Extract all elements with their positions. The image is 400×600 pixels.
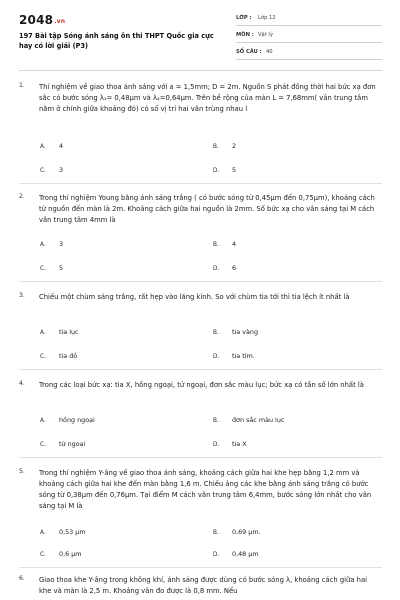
option-a[interactable] — [40, 416, 95, 424]
option-value: tử ngoại — [59, 440, 86, 448]
option-value: 5 — [232, 166, 237, 174]
option-label: A. — [40, 530, 46, 536]
meta-value: Lớp 12 — [258, 15, 276, 21]
option-c[interactable] — [40, 264, 63, 272]
option-value: 0,48 μm — [232, 550, 259, 558]
question-number: 1. — [19, 82, 25, 89]
option-value: tia vàng — [232, 328, 259, 336]
option-label: B. — [213, 530, 219, 536]
question-text: Giao thoa khe Y-âng trong không khí, ánh sáng được dùng có bước sóng λ, khoảng cách giữa hai khe và màn là 2,5 m. Khoảng vân đo được là 0,8 mm. Nếu — [39, 576, 368, 595]
option-label: C. — [40, 168, 46, 174]
document-meta — [236, 12, 382, 63]
option-value: 6 — [232, 264, 237, 272]
site-logo[interactable] — [19, 13, 65, 27]
option-d[interactable] — [213, 352, 255, 360]
question-text: Trong các loại bức xạ: tia X, hồng ngoại, tử ngoại, đơn sắc màu lục; bức xạ có tần số lớn nhất là — [39, 381, 364, 389]
option-a[interactable] — [40, 328, 79, 336]
logo-suffix: .vn — [54, 18, 66, 25]
option-label: A. — [40, 144, 46, 150]
option-b[interactable] — [213, 240, 236, 248]
option-label: A. — [40, 330, 46, 336]
option-value: tia đỏ — [59, 352, 78, 360]
option-value: 4 — [232, 240, 237, 248]
document-header — [0, 0, 400, 68]
option-value: hồng ngoại — [59, 416, 95, 424]
question-number: 3. — [19, 292, 25, 299]
option-value: đơn sắc màu lục — [232, 416, 285, 424]
option-label: C. — [40, 552, 46, 558]
question-text: Trong thí nghiệm Y-âng về giao thoa ánh sáng, khoảng cách giữa hai khe hẹp bằng 1,2 mm và khoảng cách giữa hai khe đến màn bằng 1,6 m. Chiếu ảng các khe bằng ánh sáng trắng có bước sóng từ 0,38μm đến 0,76μm. Tại điểm M cách vân trung tâm 6,4mm, bước sóng lớn nhất cho vân sáng tại M là — [39, 469, 372, 510]
option-a[interactable] — [40, 142, 63, 150]
option-b[interactable] — [213, 328, 258, 336]
question-number: 5. — [19, 468, 25, 475]
meta-key: SỐ CÂU : — [236, 49, 262, 55]
question-text: Chiếu một chùm sáng trắng, rất hẹp vào lăng kính. So với chùm tia tới thì tia lệch ít nhất là — [39, 293, 350, 301]
option-value: 2 — [232, 142, 237, 150]
option-label: C. — [40, 354, 46, 360]
meta-key: LỚP : — [236, 15, 252, 21]
option-d[interactable] — [213, 550, 259, 558]
meta-row-count — [236, 46, 382, 60]
question-number: 2. — [19, 193, 25, 200]
option-label: D. — [213, 168, 220, 174]
meta-key: MÔN : — [236, 32, 254, 38]
meta-value: 40 — [266, 49, 273, 55]
question-number: 6. — [19, 575, 25, 582]
header-divider — [19, 70, 382, 71]
option-label: D. — [213, 442, 220, 448]
option-b[interactable] — [213, 142, 236, 150]
option-label: D. — [213, 354, 220, 360]
option-value: 0,6 μm — [59, 550, 82, 558]
option-value: 4 — [59, 142, 64, 150]
question-divider — [19, 567, 382, 568]
option-label: D. — [213, 552, 220, 558]
option-c[interactable] — [40, 440, 85, 448]
option-value: tia X — [232, 440, 247, 448]
option-value: 0,53 μm — [59, 528, 86, 536]
option-label: B. — [213, 144, 219, 150]
option-label: D. — [213, 266, 220, 272]
option-b[interactable] — [213, 528, 261, 536]
option-c[interactable] — [40, 166, 63, 174]
question-number: 4. — [19, 380, 25, 387]
option-c[interactable] — [40, 550, 82, 558]
option-a[interactable] — [40, 240, 63, 248]
question-divider — [19, 457, 382, 458]
option-label: B. — [213, 418, 219, 424]
meta-row-subject — [236, 29, 382, 43]
option-value: 3 — [59, 166, 64, 174]
meta-value: Vật lý — [258, 32, 273, 38]
option-label: A. — [40, 418, 46, 424]
question-text: Thí nghiệm về giao thoa ánh sáng với a = 1,5mm; D = 2m. Nguồn S phát đồng thời hai bức xạ đơn sắc có bước sóng λ₁= 0,48μm và λ₂=0,64μm. Trên bề rộng của màn L = 7,68mm( vân trung tâm nằm ở chính giữa khoảng đó) có số vị trí hai vân trùng nhau l — [39, 83, 376, 113]
question-text: Trong thí nghiệm Young bằng ánh sáng trắng ( có bước sóng từ 0,45μm đến 0,75μm), khoảng cách từ nguồn đến màn là 2m. Khoảng cách giữa hai nguồn là 2mm. Số bức xạ cho vân sáng tại M cách vân trung tâm 4mm là — [39, 194, 375, 224]
option-d[interactable] — [213, 440, 247, 448]
question-divider — [19, 183, 382, 184]
option-d[interactable] — [213, 166, 236, 174]
option-value: tia tím. — [232, 352, 255, 360]
option-a[interactable] — [40, 528, 86, 536]
document-title: 197 Bài tập Sóng ánh sáng ôn thi THPT Quốc gia cực hay có lời giải (P3) — [19, 32, 214, 50]
question-divider — [19, 281, 382, 282]
option-label: B. — [213, 330, 219, 336]
option-label: A. — [40, 242, 46, 248]
option-b[interactable] — [213, 416, 284, 424]
option-value: tia lục — [59, 328, 79, 336]
logo-number: 2048 — [19, 13, 54, 27]
option-label: C. — [40, 266, 46, 272]
option-d[interactable] — [213, 264, 236, 272]
meta-row-class — [236, 12, 382, 26]
option-label: B. — [213, 242, 219, 248]
option-value: 5 — [59, 264, 64, 272]
option-label: C. — [40, 442, 46, 448]
option-c[interactable] — [40, 352, 77, 360]
option-value: 3 — [59, 240, 64, 248]
option-value: 0,69 μm. — [232, 528, 261, 536]
question-divider — [19, 369, 382, 370]
